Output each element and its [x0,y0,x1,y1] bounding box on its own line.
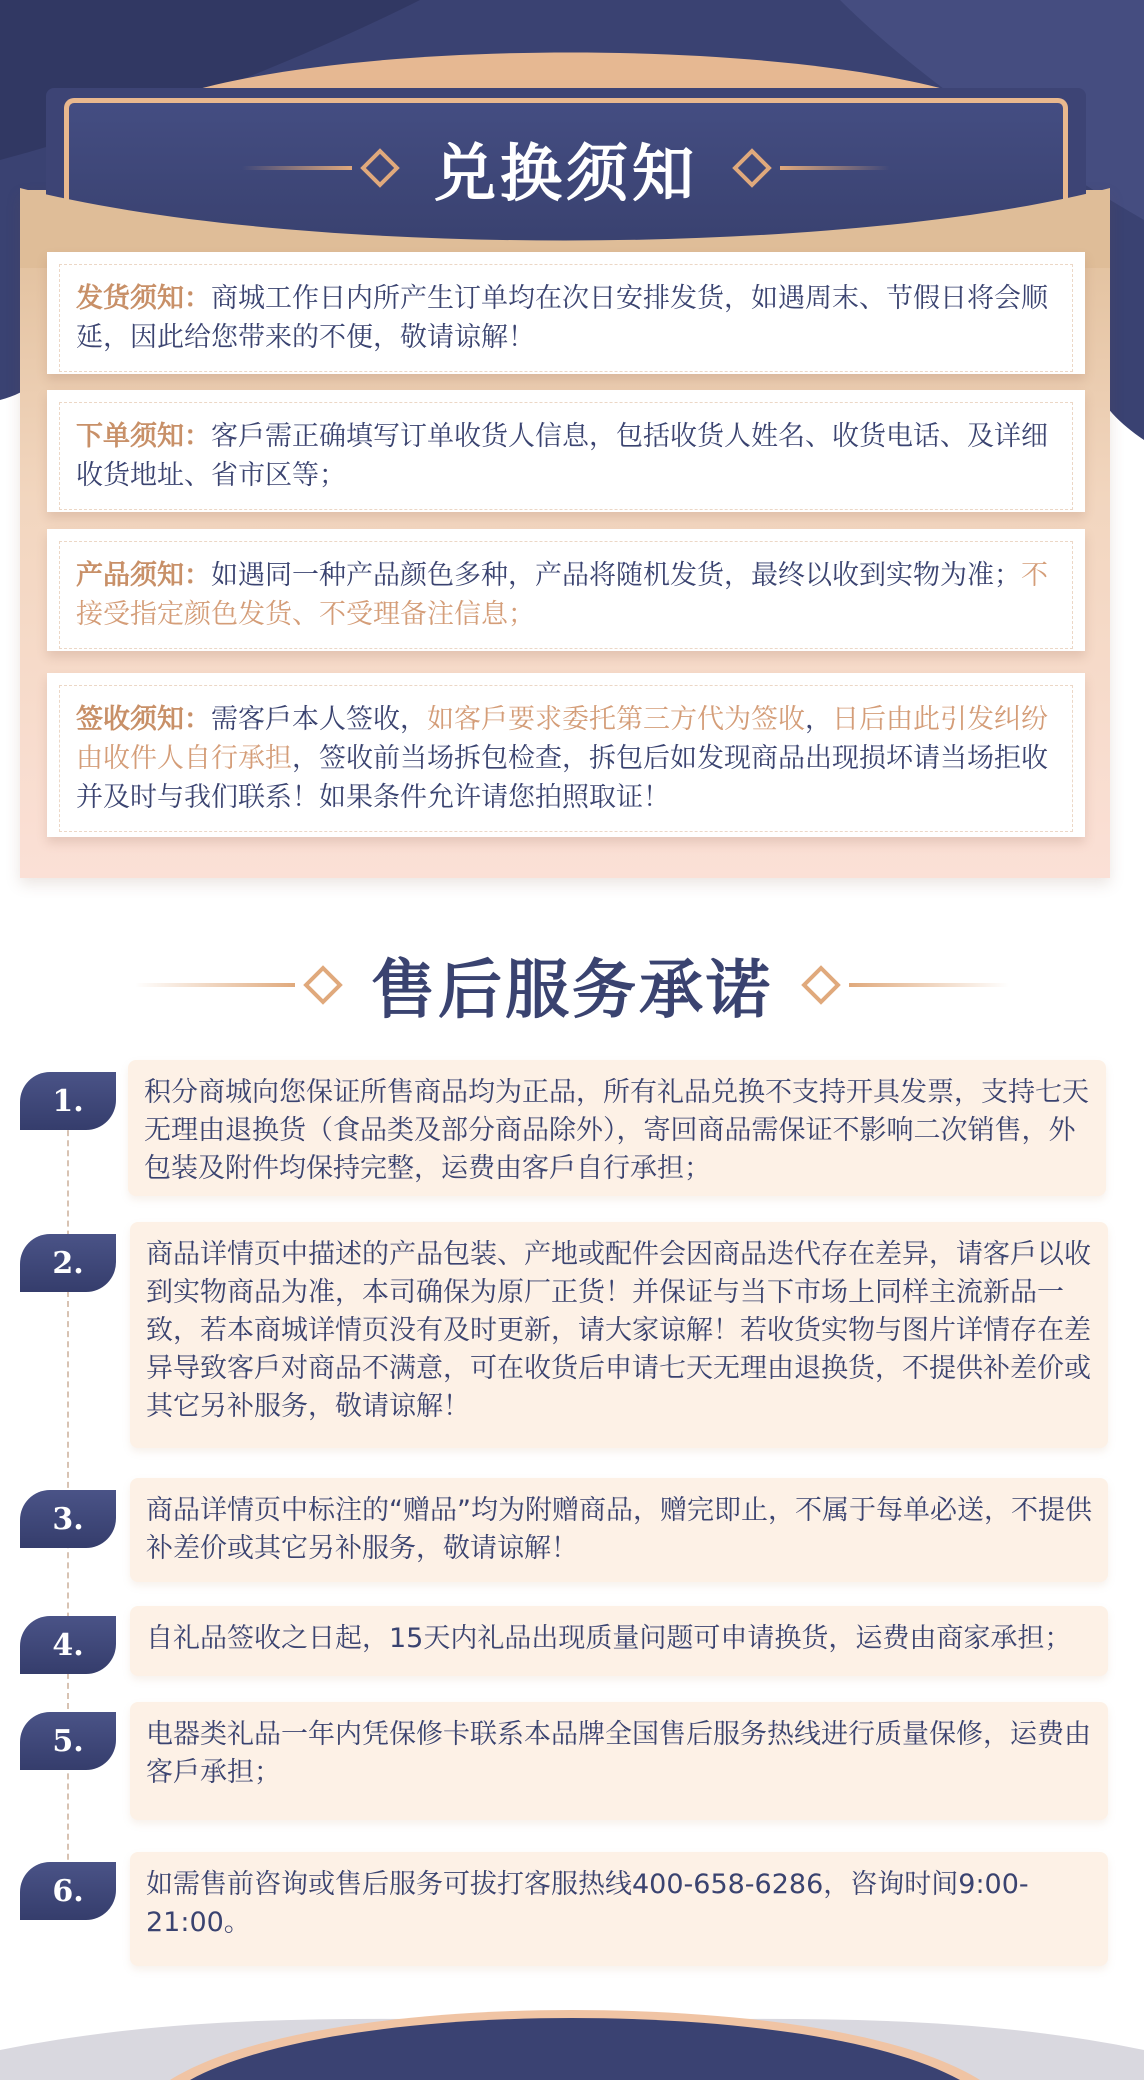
notice-body: 需客戶本人签收， [211,704,427,735]
after-sales-item: 积分商城向您保证所售商品均为正品，所有礼品兑换不支持开具发票，支持七天无理由退换货（食品类及部分商品除外），寄回商品需保证不影响二次销售，外包装及附件均保持完整，运费由客戶自行承担； [128,1060,1106,1196]
after-sales-item: 商品详情页中标注的“赠品”均为附赠商品，赠完即止，不属于每单必送，不提供补差价或其它另补服务，敬请谅解！ [130,1478,1108,1582]
notice-text [59,685,1073,832]
after-sales-item: 电器类礼品一年内凭保修卡联系本品牌全国售后服务热线进行质量保修，运费由客戶承担； [130,1702,1108,1820]
title-ornament-left [135,971,351,999]
notice-body: ，签收前当场拆包检查，拆包后如发现商品出现损坏请当场拒收并及时与我们联系！如果条件允许请您拍照取证！ [76,743,1048,813]
notice-label: 签收须知： [76,704,211,735]
notice-highlight: 如客戶要求委托第三方代为签收 [427,704,805,735]
item-number-badge: 3. [20,1490,116,1548]
item-number-badge: 5. [20,1712,116,1770]
after-sales-item: 自礼品签收之日起，15天内礼品出现质量问题可申请换货，运费由商家承担； [130,1606,1108,1676]
item-number-badge: 6. [20,1862,116,1920]
notice-highlight: 不接受指定颜色发货、不受理备注信息； [76,560,1048,630]
after-sales-item: 商品详情页中描述的产品包装、产地或配件会因商品迭代存在差异，请客戶以收到实物商品为准，本司确保为原厂正货！并保证与当下市场上同样主流新品一致，若本商城详情页没有及时更新，请大家谅解！若收货实物与图片详情存在差异导致客戶对商品不满意，可在收货后申请七天无理由退换货，不提供补差价或其它另补服务，敬请谅解！ [130,1222,1108,1448]
item-number-badge: 1. [20,1072,116,1130]
notice-label: 产品须知： [76,560,211,591]
diamond-icon [732,148,772,188]
exchange-title: 兑换须知 [433,136,698,210]
notice-ordering [47,390,1085,512]
notice-label: 下单须知： [76,421,211,452]
after-sales-title-row [0,940,1144,1030]
notice-highlight: 日后由此引发纠纷由收件人自行承担 [76,704,1048,774]
notice-product [47,529,1085,651]
exchange-title-row [64,118,1068,218]
title-ornament-left [242,154,408,182]
notice-body: 商城工作日内所产生订单均在次日安排发货，如遇周末、节假日将会顺延，因此给您带来的不便，敬请谅解！ [76,283,1048,353]
after-sales-title: 售后服务承诺 [371,953,773,1028]
title-ornament-right [793,971,1009,999]
item-number-badge: 2. [20,1234,116,1292]
notice-body: 如遇同一种产品颜色多种，产品将随机发货，最终以收到实物为准； [211,560,1021,591]
notice-text [59,264,1073,372]
notice-signing [47,673,1085,837]
notice-shipping [47,252,1085,374]
title-ornament-right [724,154,890,182]
notice-text [59,402,1073,510]
diamond-icon [360,148,400,188]
item-number-badge: 4. [20,1616,116,1674]
notice-label: 发货须知： [76,283,211,314]
notice-body: ， [805,704,832,735]
diamond-icon [801,965,841,1005]
notice-body: 客戶需正确填写订单收货人信息，包括收货人姓名、收货电话、及详细收货地址、省市区等； [76,421,1048,491]
notice-text [59,541,1073,649]
diamond-icon [303,965,343,1005]
footer-wave [0,1990,1144,2080]
after-sales-item: 如需售前咨询或售后服务可拔打客服热线400-658-6286，咨询时间9:00-21:00。 [130,1852,1108,1966]
